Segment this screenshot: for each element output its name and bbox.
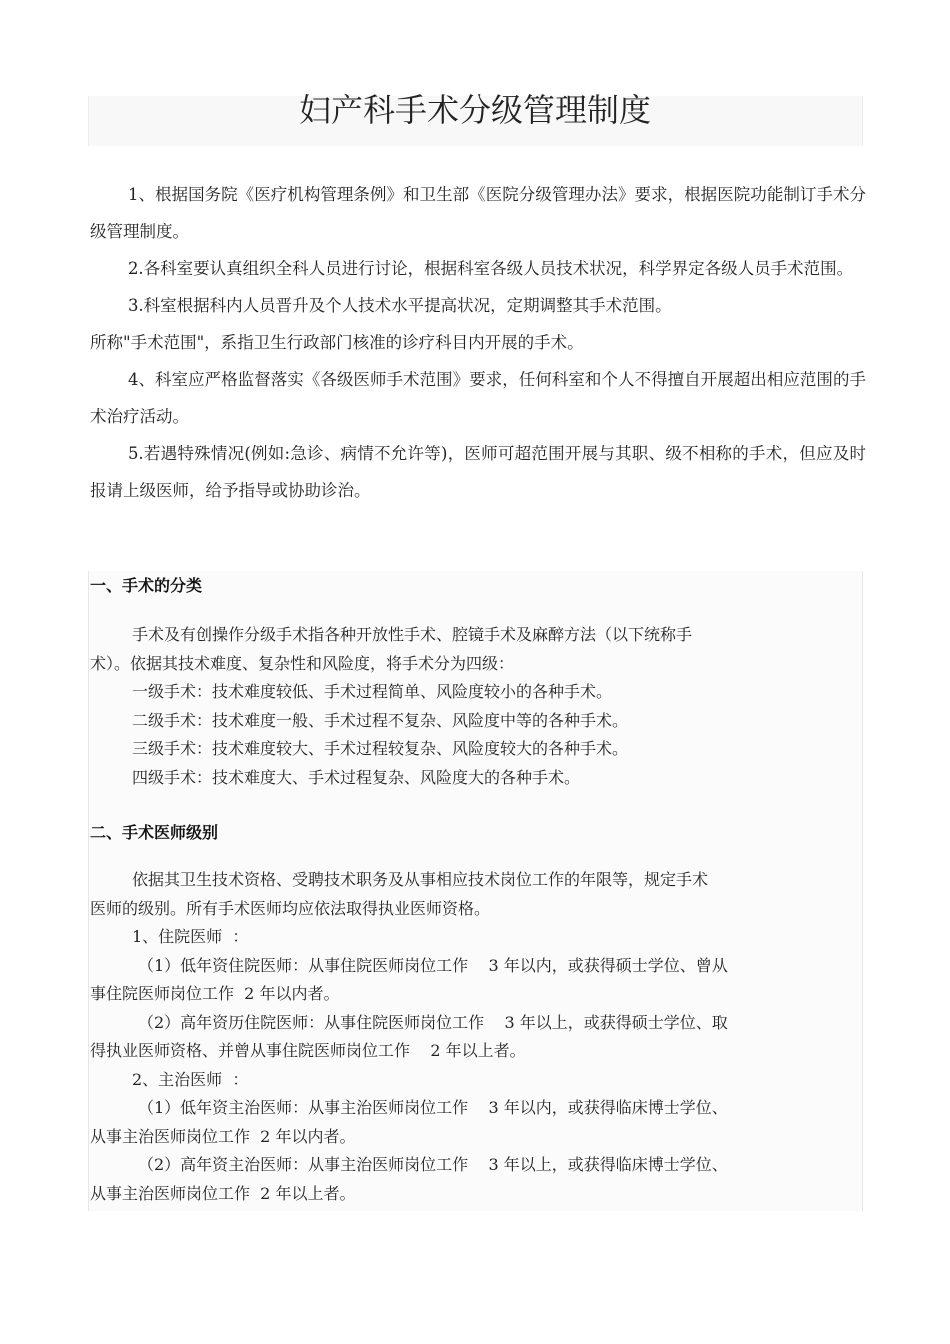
page-title: 妇产科手术分级管理制度: [298, 91, 651, 129]
section-1-line-4: 二级手术：技术难度一般、手术过程不复杂、风险度中等的各种手术。: [132, 710, 629, 730]
intro-paragraph-4: 所称"手术范围"，系指卫生行政部门核准的诊疗科目内开展的手术。: [90, 333, 584, 352]
section-2-heading: 二、手术医师级别: [90, 823, 219, 842]
section-2-line-7: 得执业医师资格、并曾从事住院医师岗位工作 2 年以上者。: [90, 1041, 526, 1060]
section-2-line-9: （1）低年资主治医师：从事主治医师岗位工作 3 年以内，或获得临床博士学位、: [138, 1098, 728, 1117]
section-2-line-10: 从事主治医师岗位工作 2 年以内者。: [90, 1126, 356, 1146]
section-1-line-1: 手术及有创操作分级手术指各种开放性手术、腔镜手术及麻醉方法（以下统称手: [132, 625, 693, 644]
intro-paragraph-1: 1、根据国务院《医疗机构管理条例》和卫生部《医院分级管理办法》要求，根据医院功能制订手术分级管理制度。: [90, 185, 866, 241]
section-2-line-2: 医师的级别。所有手术医师均应依法取得执业医师资格。: [90, 898, 491, 918]
intro-paragraph-6: 5.若遇特殊情况(例如:急诊、病情不允许等)，医师可超范围开展与其职、级不相称的手术，但应及时报请上级医师，给予指导或协助诊治。: [90, 444, 866, 500]
section-2-line-6: （2）高年资历住院医师：从事住院医师岗位工作 3 年以上，或获得硕士学位、取: [138, 1012, 728, 1032]
section-1-line-2: 术）。依据其技术难度、复杂性和风险度，将手术分为四级：: [90, 653, 515, 673]
section-1-line-5: 三级手术：技术难度较大、手术过程较复杂、风险度较大的各种手术。: [132, 739, 629, 758]
intro-paragraph-2: 2.各科室要认真组织全科人员进行讨论，根据科室各级人员技术状况，科学界定各级人员手术范围。: [127, 259, 854, 278]
section-2-line-4: （1）低年资住院医师：从事住院医师岗位工作 3 年以内，或获得硕士学位、曾从: [138, 955, 728, 975]
section-2-line-3: 1、住院医师 ：: [132, 927, 249, 946]
intro-paragraph-3: 3.科室根据科内人员晋升及个人技术水平提高状况，定期调整其手术范围。: [127, 296, 672, 315]
section-1-body: [90, 621, 835, 792]
section-2-line-1: 依据其卫生技术资格、受聘技术职务及从事相应技术岗位工作的年限等，规定手术: [132, 870, 709, 889]
section-1-line-6: 四级手术：技术难度大、手术过程复杂、风险度大的各种手术。: [132, 767, 581, 787]
section-2-line-12: 从事主治医师岗位工作 2 年以上者。: [90, 1183, 356, 1203]
section-1-line-3: 一级手术：技术难度较低、手术过程简单、风险度较小的各种手术。: [132, 682, 613, 701]
intro-section: [90, 176, 866, 509]
section-1-heading: 一、手术的分类: [90, 576, 203, 595]
section-2-body: [90, 866, 835, 1208]
section-2-line-8: 2、主治医师 ：: [132, 1069, 249, 1089]
section-2-line-11: （2）高年资主治医师：从事主治医师岗位工作 3 年以上，或获得临床博士学位、: [138, 1155, 728, 1174]
intro-paragraph-5: 4、科室应严格监督落实《各级医师手术范围》要求，任何科室和个人不得擅自开展超出相应范围的手术治疗活动。: [90, 370, 866, 426]
section-2-line-5: 事住院医师岗位工作 2 年以内者。: [90, 984, 340, 1003]
